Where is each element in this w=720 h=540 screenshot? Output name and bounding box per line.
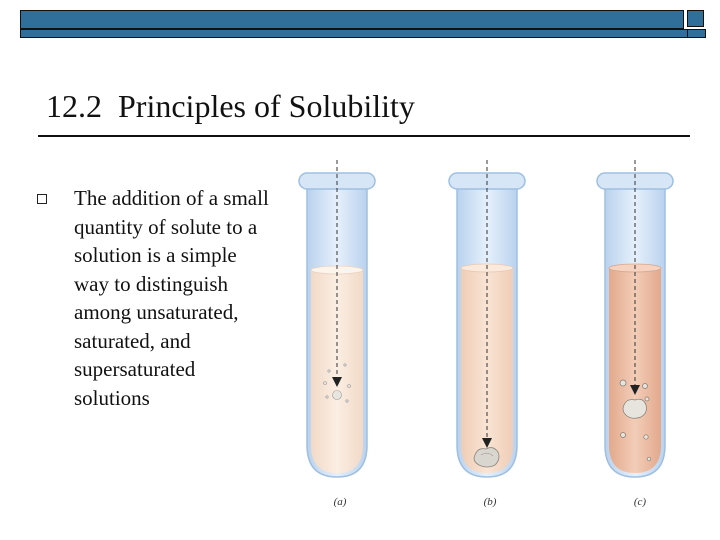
header-bar — [20, 10, 706, 38]
test-tube-a — [299, 160, 375, 477]
header-band-bottom — [20, 29, 706, 38]
bullet-text: The addition of a small quantity of solute to a solution is a simple way to distinguish among unsaturated, saturated, and supersaturated solutions — [74, 186, 269, 410]
square-bullet-icon — [37, 194, 47, 204]
test-tube-c — [597, 160, 673, 477]
caption-a: (a) — [333, 496, 347, 508]
header-square-top — [687, 10, 704, 27]
test-tubes-figure — [295, 155, 695, 515]
caption-c: (c) — [633, 496, 647, 508]
slide-title: 12.2 Principles of Solubility — [46, 88, 415, 124]
title-underline — [38, 135, 690, 137]
caption-b: (b) — [483, 496, 497, 508]
header-square-bottom — [687, 29, 706, 38]
header-band-top — [20, 10, 684, 29]
test-tube-b — [449, 160, 525, 477]
settled-crystal-b — [474, 448, 499, 467]
